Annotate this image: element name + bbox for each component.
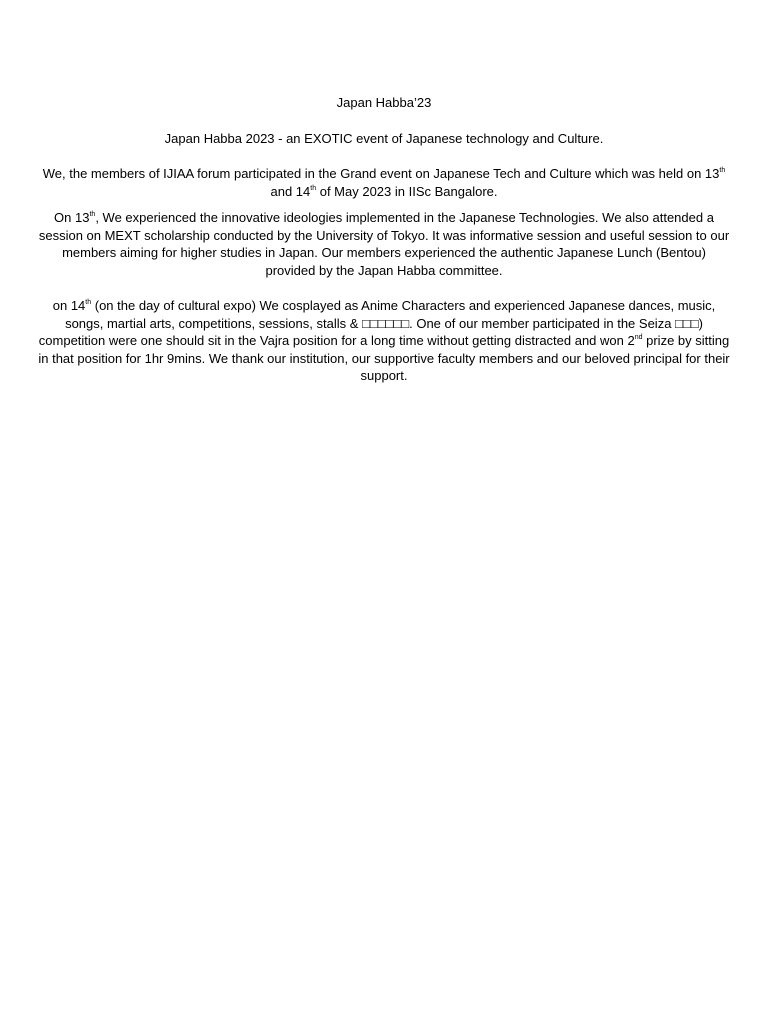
paragraph-day-one [38,209,730,279]
paragraph-text: We, the members of IJIAA forum participated in the Grand event on Japanese Tech and Culture which was held on 13 [42,166,720,181]
paragraph-event-intro [38,165,730,200]
ordinal-suffix: th [85,299,92,306]
document-subtitle: Japan Habba 2023 - an EXOTIC event of Japanese technology and Culture. [164,130,604,146]
paragraph-day-two [38,297,730,385]
paragraph-text: prize by sitting in that position for 1hr 9mins. We thank our institution, our supportive faculty members and our beloved principal for their support. [38,333,730,383]
paragraph-text: (on the day of cultural expo) We cosplayed as Anime Characters and experienced Japanese dances, music, songs, martial arts, competitions, sessions, stalls & □□□□□□. One of our member participated in the Seiza □□□) competition were one should sit in the Vajra position for a long time without getting distracted and won 2 [38,298,716,348]
paragraph-text: and 14 [270,183,311,199]
document-body [38,94,730,385]
paragraph-text: on 14 [52,298,86,313]
paragraph-text: , We experienced the innovative ideologies implemented in the Japanese Technologies. We also attended a session on MEXT scholarship conducted by the University of Tokyo. It was informative session and useful session to our members aiming for higher studies in Japan. Our members experienced the authentic Japanese Lunch (Bentou) provided by the Japan Habba committee. [38,210,730,278]
ordinal-suffix: nd [634,334,643,341]
ordinal-suffix: th [719,167,726,174]
document-title: Japan Habba’23 [336,95,432,110]
paragraph-text: On 13 [54,210,90,225]
paragraph-text: of May 2023 in IISc Bangalore. [316,183,498,199]
ordinal-suffix: th [89,211,96,218]
ordinal-suffix: th [310,184,317,192]
